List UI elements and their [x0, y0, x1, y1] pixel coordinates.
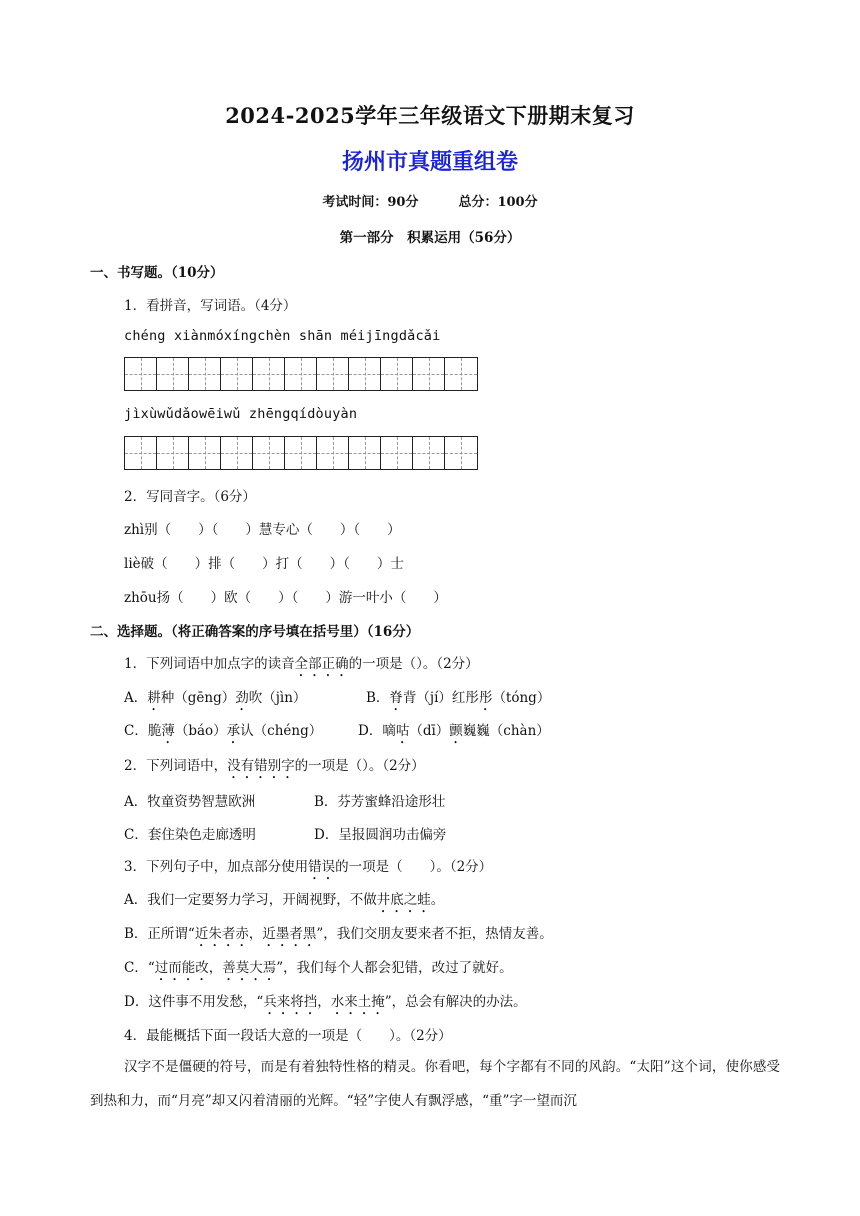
writing-cell[interactable]: [253, 358, 285, 390]
mc-q1-option-d[interactable]: D．嘀咕（dī）颤巍巍（chàn）: [358, 723, 550, 739]
mc-q2-prompt: 2．下列词语中，没有错别字的一项是（）。（2分）: [124, 758, 425, 774]
writing-cell[interactable]: [413, 358, 445, 390]
page-title: 2024-2025学年三年级语文下册期末复习: [225, 103, 635, 128]
part-heading: 第一部分 积累运用（56分）: [339, 230, 521, 246]
q2-prompt: 2．写同音字。（6分）: [124, 489, 256, 505]
section2-heading: 二、选择题。（将正确答案的序号填在括号里）（16分）: [90, 624, 420, 640]
mc-q3-prompt: 3．下列句子中，加点部分使用错误的一项是（ ）。（2分）: [124, 859, 493, 875]
mc-q3-option-c[interactable]: C．“过而能改，善莫大焉”，我们每个人都会犯错，改过了就好。: [124, 960, 513, 976]
writing-cell[interactable]: [253, 437, 285, 469]
mc-q2-option-d[interactable]: D．呈报圆润功击偏旁: [314, 827, 447, 843]
homophone-line-3: zhōu扬（ ）欧（ ）（ ）游一叶小（ ）: [124, 590, 447, 606]
writing-cell[interactable]: [189, 437, 221, 469]
mc-q2-option-c[interactable]: C．套住染色走廊透明: [124, 827, 256, 843]
writing-cell[interactable]: [221, 437, 253, 469]
exam-total: 总分：100分: [458, 195, 538, 210]
writing-grid-row-2[interactable]: [124, 436, 478, 470]
exam-time: 考试时间：90分: [322, 195, 419, 210]
page-subtitle: 扬州市真题重组卷: [341, 150, 518, 175]
homophone-line-2: liè破（ ）排（ ）打（ ）（ ）士: [124, 556, 404, 572]
writing-cell[interactable]: [349, 437, 381, 469]
mc-q1-option-a[interactable]: A．耕种（gēng）劲吹（jìn）: [124, 690, 307, 706]
writing-cell[interactable]: [381, 437, 413, 469]
writing-cell[interactable]: [445, 437, 477, 469]
mc-q1-prompt: 1．下列词语中加点字的读音全部正确的一项是（）。（2分）: [124, 656, 479, 672]
exam-meta: [0, 191, 860, 210]
mc-q4-prompt: 4．最能概括下面一段话大意的一项是（ ）。（2分）: [124, 1028, 452, 1044]
writing-cell[interactable]: [221, 358, 253, 390]
writing-cell[interactable]: [349, 358, 381, 390]
writing-cell[interactable]: [157, 437, 189, 469]
mc-q1-option-c[interactable]: C．脆薄（báo）承认（chéng）: [124, 723, 323, 739]
writing-grid-row-1[interactable]: [124, 357, 478, 391]
pinyin-row-2: jìxùwǔdǎowēiwǔ zhēngqídòuyàn: [124, 406, 358, 422]
writing-cell[interactable]: [317, 437, 349, 469]
writing-cell[interactable]: [413, 437, 445, 469]
writing-cell[interactable]: [445, 358, 477, 390]
mc-q1-option-b[interactable]: B．脊背（jí）红彤彤（tóng）: [366, 690, 551, 706]
writing-cell[interactable]: [157, 358, 189, 390]
writing-cell[interactable]: [317, 358, 349, 390]
mc-q2-option-b[interactable]: B．芬芳蜜蜂沿途形壮: [314, 794, 446, 810]
mc-q3-option-b[interactable]: B．正所谓“近朱者赤，近墨者黑”，我们交朋友要来者不拒，热情友善。: [124, 926, 553, 942]
section1-heading: 一、书写题。（10分）: [90, 265, 224, 281]
writing-cell[interactable]: [189, 358, 221, 390]
q1-prompt: 1．看拼音，写词语。（4分）: [124, 298, 297, 314]
mc-q3-option-d[interactable]: D．这件事不用发愁，“兵来将挡，水来土掩”，总会有解决的办法。: [124, 994, 527, 1010]
mc-q3-option-a[interactable]: A．我们一定要努力学习，开阔视野，不做井底之蛙。: [124, 892, 445, 908]
writing-cell[interactable]: [285, 358, 317, 390]
reading-passage: 汉字不是僵硬的符号，而是有着独特性格的精灵。你看吧，每个字都有不同的风韵。“太阳”这个词，使你感受到热和力，而“月亮”却又闪着清丽的光辉。“轻”字使人有飘浮感，“重”字一望而沉: [90, 1059, 780, 1109]
pinyin-row-1: chéng xiànmóxíngchèn shān méijīngdǎcǎi: [124, 328, 441, 344]
homophone-line-1: zhì别（ ）（ ）慧专心（ ）（ ）: [124, 522, 401, 538]
writing-cell[interactable]: [125, 437, 157, 469]
writing-cell[interactable]: [381, 358, 413, 390]
mc-q2-option-a[interactable]: A．牧童资势智慧欧洲: [124, 794, 256, 810]
writing-cell[interactable]: [285, 437, 317, 469]
writing-cell[interactable]: [125, 358, 157, 390]
